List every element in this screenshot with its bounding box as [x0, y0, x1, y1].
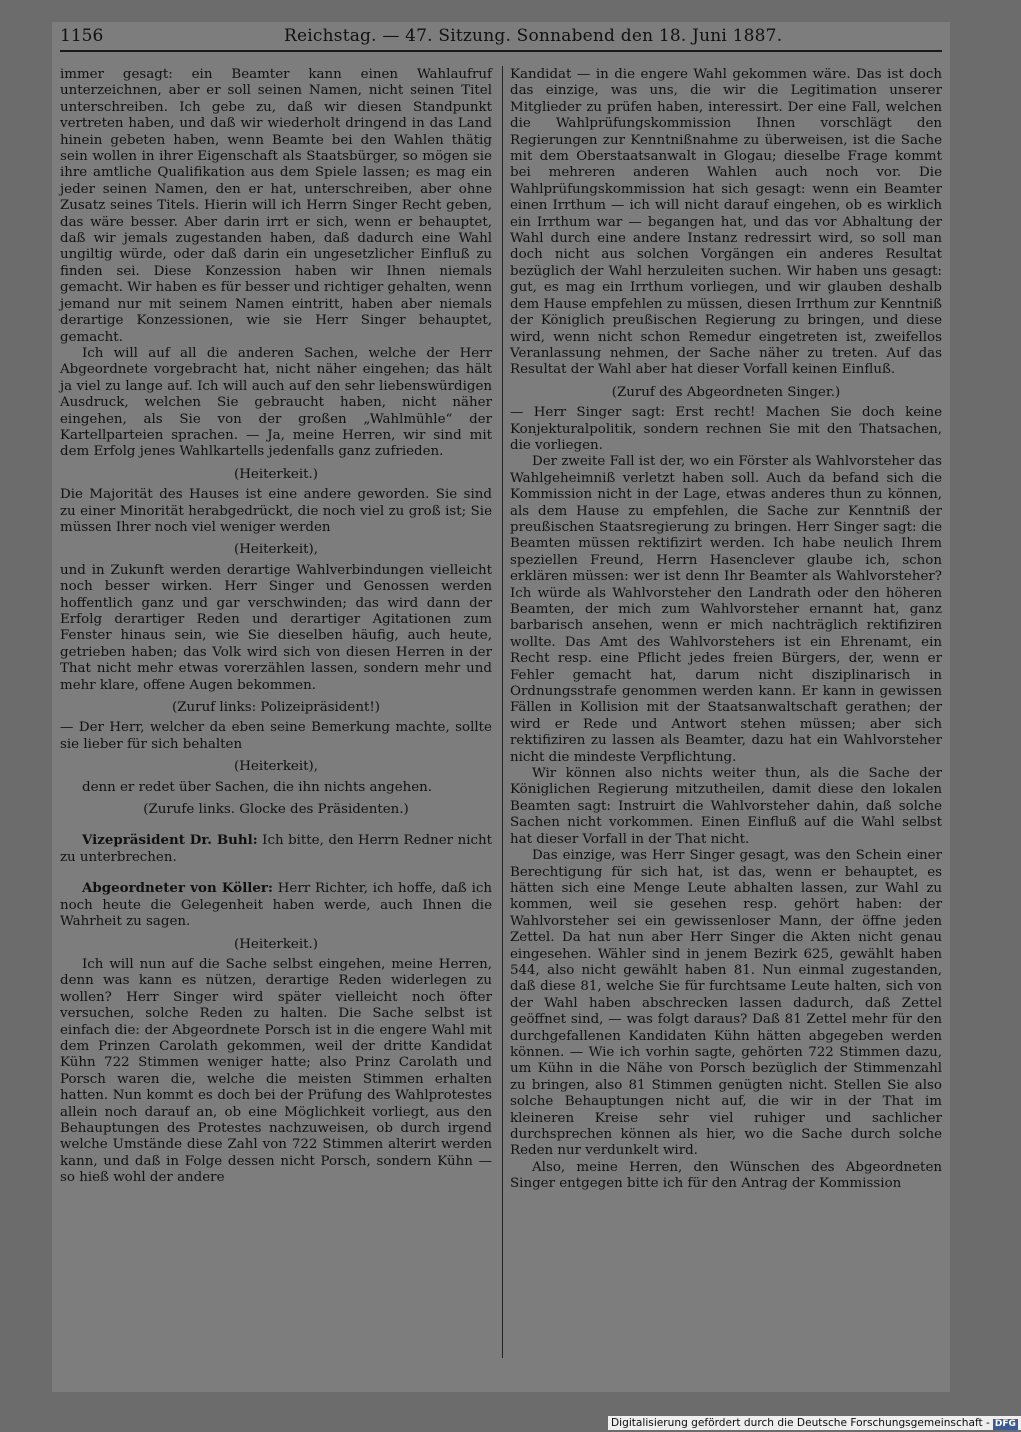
- interjection: (Zuruf des Abgeordneten Singer.): [611, 384, 841, 400]
- body-paragraph: immer gesagt: ein Beamter kann einen Wahlaufruf unterzeichnen, aber er soll seinen Namen, nicht seinen Titel unterschreiben. Ich gebe zu, daß wir diesen Standpunkt vertreten haben, und daß wir wiederholt dringend in das Land hinein gebeten haben, wenn Beamte bei den Wahlen thätig sein wollen in ihrer Eigenschaft als Staatsbürger, so mögen sie ihre amtliche Qualifikation aus dem Spiele lassen; es mag ein jeder seinen Namen, den er hat, unterschreiben, aber ohne Zusatz seines Titels. Hierin will ich Herrn Singer Recht geben, das wäre besser. Aber darin irrt er sich, wenn er behauptet, daß wir jemals zugestanden haben, daß dadurch eine Wahl ungiltig würde, oder daß darin ein ungesetzlicher Einfluß zu finden sei. Diese Konzession haben wir Ihnen niemals gemacht. Wir haben es für besser und richtiger gehalten, wenn jemand nur mit seinem Namen eintritt, haben aber niemals derartige Konzessionen, wie sie Herr Singer behauptet, gemacht.: [60, 67, 492, 345]
- speaker-name: Abgeordneter von Köller:: [82, 880, 273, 897]
- body-paragraph: denn er redet über Sachen, die ihn nichts angehen.: [82, 779, 433, 795]
- body-paragraph: — Der Herr, welcher da eben seine Bemerkung machte, sollte sie lieber für sich behalten: [60, 720, 492, 752]
- column-divider: [502, 66, 503, 1358]
- speaker-text: Herr Richter, ich hoffe, daß ich noch heute die Gelegenheit haben werde, auch Ihnen die Wahrheit zu sagen.: [60, 881, 492, 930]
- speaker-paragraph: [60, 832, 492, 866]
- body-paragraph: — Herr Singer sagt: Erst recht! Machen Sie doch keine Konjekturalpolitik, sondern rechnen Sie mit den Thatsachen, die vorliegen.: [510, 405, 942, 453]
- interjection: (Zurufe links. Glocke des Präsidenten.): [143, 802, 409, 818]
- body-paragraph: und in Zukunft werden derartige Wahlverbindungen vielleicht noch besser wirken. Herr Singer und Genossen werden hoffentlich ganz und gar verschwinden; das wird dann der Erfolg derartiger Reden und derartiger Agitationen zum Fenster hinaus sein, wie Sie dieselben häufig, auch heute, getrieben haben; das Volk wird sich von diesen Herren in der That nicht mehr etwas vorerzählen lassen, sondern mehr und mehr klare, offene Augen bekommen.: [60, 562, 492, 693]
- interjection: (Heiterkeit),: [234, 542, 318, 558]
- left-column: [60, 67, 492, 1187]
- body-paragraph: Wir können also nichts weiter thun, als die Sache der Königlichen Regierung mitzutheilen, damit diese den lokalen Beamten sagt: Instruirt die Wahlvorsteher dahin, daß solche Sachen nicht vorkommen. Einen Einfluß auf die Wahl selbst hat dieser Vorfall in der That nicht.: [510, 766, 942, 847]
- body-paragraph: Also, meine Herren, den Wünschen des Abgeordneten Singer entgegen bitte ich für den Antrag der Kommission: [510, 1159, 942, 1192]
- right-column: [510, 67, 942, 1193]
- body-paragraph: Die Majorität des Hauses ist eine andere geworden. Sie sind zu einer Minorität herabgedrückt, die noch viel zu groß ist; Sie müssen Ihrer noch viel weniger werden: [60, 487, 492, 535]
- interjection: (Heiterkeit),: [234, 759, 318, 775]
- body-paragraph: Ich will auf all die anderen Sachen, welche der Herr Abgeordnete vorgebracht hat, nicht näher eingehen; das hält ja viel zu lange auf. Ich will auch auf den sehr liebenswürdigen Ausdruck, welchen Sie gebraucht haben, nicht näher eingehen, als Sie von der großen „Wahlmühle“ der Kartellparteien sprachen. — Ja, meine Herren, wir sind mit dem Erfolg jenes Wahlkartells jedenfalls ganz zufrieden.: [60, 345, 492, 460]
- page-header: [60, 24, 942, 48]
- interjection: (Zuruf links: Polizeipräsident!): [172, 700, 380, 716]
- body-paragraph: Kandidat — in die engere Wahl gekommen wäre. Das ist doch das einzige, was uns, die wir die Legitimation unserer Mitglieder zu prüfen haben, interessirt. Der eine Fall, welchen die Wahlprüfungskommission Ihnen vorschlägt den Regierungen zur Kenntnißnahme zu überweisen, ist die Sache mit dem Oberstaatsanwalt in Glogau; dieselbe Frage kommt bei mehreren anderen Wahlen auch noch vor. Die Wahlprüfungskommission hat sich gesagt: wenn ein Beamter einen Irrthum — ich will nicht darauf eingehen, ob es wirklich ein Irrthum war — begangen hat, und das vor Abhaltung der Wahl durch eine andere Instanz redressirt wird, so soll man doch nicht aus solchen Vorgängen ein anderes Resultat bezüglich der Wahl herzuleiten suchen. Wir haben uns gesagt: gut, es mag ein Irrthum vorliegen, und wir glauben deshalb dem Hause empfehlen zu müssen, diesen Irrthum zur Kenntniß der Königlich preußischen Regierung zu bringen, und diese wird, wenn nicht schon Remedur eingetreten ist, zweifellos Veranlassung nehmen, der Sache näher zu treten. Auf das Resultat der Wahl aber hat dieser Vorfall keinen Einfluß.: [510, 67, 942, 378]
- credit-text: Digitalisierung gefördert durch die Deutsche Forschungsgemeinschaft -: [611, 1417, 990, 1429]
- header-rule: [60, 50, 942, 52]
- dfg-logo: DFG: [994, 1419, 1016, 1429]
- digitization-credit: [608, 1416, 1021, 1430]
- speaker-paragraph: [60, 880, 492, 930]
- running-title: Reichstag. — 47. Sitzung. Sonnabend den 18. Juni 1887.: [284, 26, 783, 46]
- interjection: (Heiterkeit.): [234, 936, 318, 952]
- interjection: (Heiterkeit.): [234, 466, 318, 482]
- speaker-name: Vizepräsident Dr. Buhl:: [82, 832, 258, 849]
- page-number: 1156: [60, 26, 104, 46]
- body-paragraph: Das einzige, was Herr Singer gesagt, was den Schein einer Berechtigung für sich hat, ist das, wenn er behauptet, es hätten sich eine Menge Leute abhalten lassen, zur Wahl zu kommen, weil sie gesehen resp. gehört haben: der Wahlvorsteher sei ein gewissenloser Mann, der öffne jeden Zettel. Da hat nun aber Herr Singer die Akten nicht genau eingesehen. Wähler sind in jenem Bezirk 625, gewählt haben 544, also nicht gewählt haben 81. Nun einmal zugestanden, daß diese 81, welche Sie für furchtsame Leute halten, sich von der Wahl haben abschrecken lassen dadurch, daß Zettel geöffnet sind, — was folgt daraus? Daß 81 Zettel mehr für den durchgefallenen Kandidaten Kühn hätten abgegeben werden können. — Wie ich vorhin sagte, gehörten 722 Stimmen dazu, um Kühn in die Nähe von Porsch bezüglich der Stimmenzahl zu bringen, also 81 Stimmen genügten nicht. Stellen Sie also solche Behauptungen nicht auf, die wir in der That im kleineren Kreise sehr viel ruhiger und sachlicher durchsprechen können als hier, wo die Sache durch solche Reden nur verdunkelt wird.: [510, 848, 942, 1159]
- body-paragraph: Ich will nun auf die Sache selbst eingehen, meine Herren, denn was kann es nützen, derartige Reden widerlegen zu wollen? Herr Singer wird später vielleicht noch öfter versuchen, solche Reden zu halten. Die Sache selbst ist einfach die: der Abgeordnete Porsch ist in die engere Wahl mit dem Prinzen Carolath gekommen, weil der dritte Kandidat Kühn 722 Stimmen weniger hatte; also Prinz Carolath und Porsch waren die, welche die meisten Stimmen erhalten hatten. Nun kommt es doch bei der Prüfung des Wahlprotestes allein noch darauf an, ob eine Möglichkeit vorliegt, aus den Behauptungen des Protestes nachzuweisen, ob durch irgend welche Umstände diese Zahl von 722 Stimmen alterirt werden kann, und daß in Folge dessen nicht Porsch, sondern Kühn — so hieß wohl der andere: [60, 956, 492, 1186]
- speaker-text: Ich bitte, den Herrn Redner nicht zu unterbrechen.: [60, 833, 492, 865]
- body-paragraph: Der zweite Fall ist der, wo ein Förster als Wahlvorsteher das Wahlgeheimniß verletzt haben soll. Auch da befand sich die Kommission nicht in der Lage, etwas anderes thun zu können, als dem Hause zu empfehlen, die Sache zur Kenntniß der preußischen Staatsregierung zu bringen. Herr Singer sagt: die Beamten müssen rektifizirt werden. Ich habe neulich Ihrem speziellen Freund, Herrn Hasenclever glaube ich, schon erklären müssen: wer ist denn Ihr Beamter als Wahlvorsteher? Ich würde als Wahlvorsteher den Landrath oder den höheren Beamten, der mich zum Wahlvorsteher ernannt hat, ganz barbarisch ansehen, wenn er mich nachträglich rektifiziren wollte. Das Amt des Wahlvorstehers ist ein Ehrenamt, ein Recht resp. eine Pflicht jedes freien Bürgers, der, wenn er Fehler gemacht hat, darum nicht disziplinarisch in Ordnungsstrafe genommen werden kann. Er kann in gewissen Fällen in Kollision mit der Staatsanwaltschaft gerathen; der wird er Rede und Antwort stehen müssen; aber sich rektifiziren zu lassen als Beamter, dazu hat ein Wahlvorsteher nicht die mindeste Verpflichtung.: [510, 454, 942, 765]
